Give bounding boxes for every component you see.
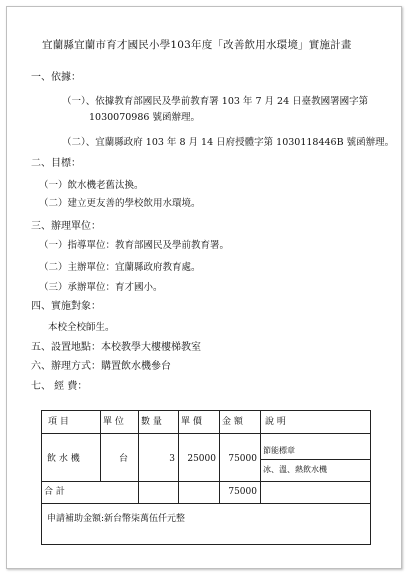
row-unit: 台 <box>119 454 129 464</box>
goals-item-1: （一）飲水機老舊汰換。 <box>39 180 144 191</box>
header-item-cell <box>42 411 101 433</box>
header-desc-cell <box>261 411 371 433</box>
header-unit-cell <box>101 411 139 433</box>
section-budget-heading: 七、 經 費： <box>31 381 88 392</box>
section-goals-heading: 二、目標： <box>31 158 81 169</box>
header-qty-cell <box>139 411 179 433</box>
row-item-cell <box>42 434 101 481</box>
header-amount-cell <box>220 411 261 433</box>
document-title: 宜蘭縣宜蘭市育才國民小學103年度「改善飲用水環境」實施計畫 <box>42 39 352 51</box>
basis-item-1-line-1: （一）、依據教育部國民及學前教育署 103 年 7 月 24 日臺教國署國字第 <box>62 96 369 107</box>
basis-item-1-line-2: 1030070986 號函辦理。 <box>89 112 200 123</box>
section-basis-heading: 一、依據： <box>31 72 81 83</box>
header-price: 單 價 <box>181 417 202 427</box>
table-total-row <box>42 482 370 504</box>
header-item: 項 目 <box>48 417 69 427</box>
header-amount: 金 額 <box>222 417 243 427</box>
row-desc-cell <box>261 434 371 481</box>
total-price-cell <box>179 482 220 503</box>
section-location: 五、設置地點：本校教學大樓樓梯教室 <box>31 342 201 353</box>
total-label: 合 計 <box>44 487 65 497</box>
budget-table <box>41 410 371 545</box>
header-price-cell <box>179 411 220 433</box>
total-label-cell <box>42 482 139 503</box>
table-row <box>42 434 370 482</box>
row-amount: 75000 <box>228 454 257 464</box>
section-units-heading: 三、辦理單位： <box>31 221 101 232</box>
desc-divider <box>261 459 371 460</box>
row-qty: 3 <box>169 454 175 464</box>
row-desc-bottom: 冰、溫、熱飲水機 <box>263 465 327 474</box>
header-desc: 說 明 <box>265 417 286 427</box>
subsidy-amount-text: 申請補助金額:新台幣柒萬伍仟元整 <box>47 514 186 524</box>
header-qty: 數 量 <box>141 417 162 427</box>
units-item-3: （三）承辦單位：育才國小。 <box>39 282 163 293</box>
units-item-1: （一）指導單位：教育部國民及學前教育署。 <box>39 240 230 251</box>
table-footer-row <box>42 504 370 545</box>
total-desc-cell <box>261 482 371 503</box>
target-text: 本校全校師生。 <box>48 322 115 333</box>
total-amount: 75000 <box>228 487 257 497</box>
row-amount-cell <box>220 434 261 481</box>
row-item: 飲 水 機 <box>47 454 80 464</box>
section-method: 六、辦理方式：購置飲水機參台 <box>31 361 171 372</box>
row-unit-cell <box>101 434 139 481</box>
row-desc-top: 節能標章 <box>263 446 295 455</box>
table-header-row <box>42 411 370 434</box>
total-qty-cell <box>139 482 179 503</box>
row-qty-cell <box>139 434 179 481</box>
basis-item-2: （二）、宜蘭縣政府 103 年 8 月 14 日府授體字第 1030118446B 號函辦理。 <box>62 137 395 148</box>
row-price-cell <box>179 434 220 481</box>
header-unit: 單 位 <box>103 417 124 427</box>
row-price: 25000 <box>187 454 216 464</box>
section-target-heading: 四、實施對象： <box>31 301 101 312</box>
total-amount-cell <box>220 482 261 503</box>
goals-item-2: （二）建立更友善的學校飲用水環境。 <box>39 198 201 209</box>
units-item-2: （二）主辦單位：宜蘭縣政府教育處。 <box>39 262 201 273</box>
